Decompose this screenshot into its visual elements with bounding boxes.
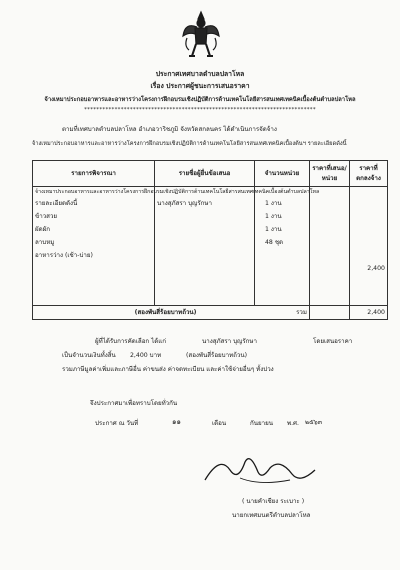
signature-scribble bbox=[200, 450, 320, 490]
quotation-table bbox=[32, 160, 388, 320]
intro-line-2: จ้างเหมาประกอบอาหารและอาหารว่างโครงการฝึกอบรมเชิงปฏิบัติการด้านเทคโนโลยีสารสนเทศเทคนิคเบื้องต้นฯ รายละเอียดดังนี้ bbox=[32, 141, 347, 147]
agreed-price-cell bbox=[350, 186, 388, 305]
date-day: ๑๑ bbox=[172, 418, 181, 426]
signer-name: ( นายคำเชียง ระเบาะ ) bbox=[242, 498, 305, 505]
total-text-cell bbox=[33, 305, 310, 319]
amount-text: (สองพันสี่ร้อยบาทถ้วน) bbox=[186, 352, 248, 359]
year-label: พ.ศ. bbox=[287, 420, 299, 427]
total-text: (สองพันสี่ร้อยบาทถ้วน) bbox=[134, 309, 197, 317]
date-label: ประกาศ ณ วันที่ bbox=[95, 420, 139, 427]
tax-note: รวมภาษีมูลค่าเพิ่มและภาษีอื่น ค่าขนส่ง ค่าจดทะเบียน และค่าใช้จ่ายอื่นๆ ทั้งปวง bbox=[62, 366, 274, 373]
vendor-cell bbox=[155, 186, 255, 305]
amount-value: 2,400 บาท bbox=[130, 352, 162, 359]
list-item: ลาบหมู bbox=[35, 238, 55, 246]
garuda-emblem-icon bbox=[181, 10, 221, 62]
item-title: จ้างเหมาประกอบอาหารและอาหารว่างโครงการฝึกอบรมเชิงปฏิบัติการด้านเทคโนโลยีสารสนเทศเทคนิคเบื้องต้นตำบลปลาโหล bbox=[35, 188, 320, 195]
vendor-name: นางสุภัสรา บุญรักษา bbox=[157, 199, 212, 207]
selected-label: ผู้ที่ได้รับการคัดเลือก ได้แก่ bbox=[95, 338, 166, 345]
date-month: กันยายน bbox=[250, 420, 273, 427]
column-header: จำนวนหน่วย bbox=[255, 161, 310, 187]
separator-stars: **************************************************************************** bbox=[84, 107, 316, 113]
total-label: รวม bbox=[296, 309, 307, 317]
list-item: อาหารว่าง (เช้า-บ่าย) bbox=[35, 251, 93, 259]
amount-label: เป็นจำนวนเงินทั้งสิ้น bbox=[62, 352, 116, 359]
signer-position: นายกเทศมนตรีตำบลปลาโหล bbox=[232, 512, 311, 519]
document-title: ประกาศเทศบาลตำบลปลาโหล bbox=[155, 70, 245, 78]
announce-line: จึงประกาศมาเพื่อทราบโดยทั่วกัน bbox=[90, 400, 178, 407]
list-item: ผัดผัก bbox=[35, 225, 51, 233]
month-label: เดือน bbox=[212, 420, 227, 427]
list-item: รายละเอียดดังนี้ bbox=[35, 199, 78, 207]
total-row bbox=[33, 305, 388, 319]
column-header: ราคาที่เสนอ/หน่วย bbox=[310, 161, 350, 187]
quantity-value: 1 งาน bbox=[265, 199, 282, 207]
total-value: 2,400 bbox=[350, 305, 388, 319]
agreed-price: 2,400 bbox=[367, 264, 385, 272]
intro-line-1: ตามที่เทศบาลตำบลปลาโหล อำเภอวาริชภูมิ จังหวัดสกลนคร ได้ดำเนินการจัดจ้าง bbox=[62, 126, 277, 133]
table-header-row bbox=[33, 161, 388, 187]
list-item: ข้าวสวย bbox=[35, 212, 58, 220]
date-year: ๒๕๖๓ bbox=[305, 419, 322, 426]
quantity-value: 1 งาน bbox=[265, 212, 282, 220]
project-name: จ้างเหมาประกอบอาหารและอาหารว่างโครงการฝึกอบรมเชิงปฏิบัติการด้านเทคโนโลยีสารสนเทศเทคนิคเบื้องต้นตำบลปลาโหล bbox=[44, 97, 356, 103]
column-header: รายชื่อผู้ยื่นข้อเสนอ bbox=[155, 161, 255, 187]
quantity-cell bbox=[255, 186, 310, 305]
table-row bbox=[33, 186, 388, 305]
selected-vendor: นางสุภัสรา บุญรักษา bbox=[202, 338, 257, 345]
total-blank-cell bbox=[310, 305, 350, 319]
column-header: ราคาที่ตกลงจ้าง bbox=[350, 161, 388, 187]
column-header: รายการพิจารณา bbox=[33, 161, 155, 187]
unit-price-cell bbox=[310, 186, 350, 305]
quantity-value: 48 ชุด bbox=[265, 238, 284, 246]
quantity-value: 1 งาน bbox=[265, 225, 282, 233]
document-subject: เรื่อง ประกาศผู้ชนะการเสนอราคา bbox=[150, 82, 250, 90]
offer-label: โดยเสนอราคา bbox=[313, 338, 353, 345]
